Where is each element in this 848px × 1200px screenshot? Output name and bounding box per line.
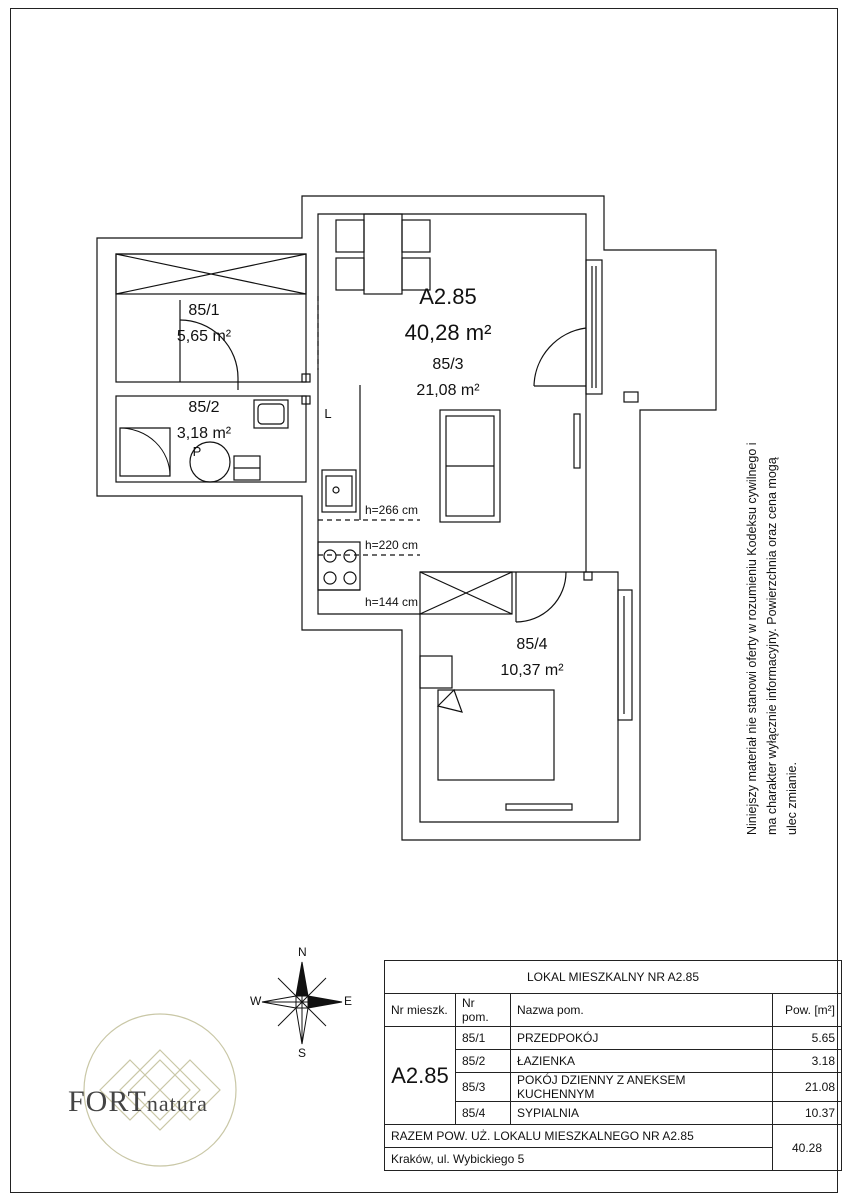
window <box>586 260 602 394</box>
bed <box>438 690 554 780</box>
unit-no-cell: A2.85 <box>385 1027 456 1125</box>
header-room-name: Nazwa pom. <box>511 994 773 1027</box>
address: Kraków, ul. Wybickiego 5 <box>385 1148 773 1171</box>
chair <box>336 258 364 290</box>
toilet-label: P <box>192 444 202 459</box>
room-area: 10,37 m² <box>500 662 564 679</box>
unit-area: 40,28 m² <box>404 320 492 345</box>
table-title: LOKAL MIESZKALNY NR A2.85 <box>385 961 842 994</box>
logo <box>68 1085 208 1119</box>
compass-rose <box>262 962 342 1044</box>
room-code: 85/1 <box>188 302 220 319</box>
disclaimer-text: Niniejszy materiał nie stanowi oferty w rozumieniu Kodeksu cywilnego i ma charakter wyłącznie informacyjny. Powierzchnia oraz cena mogą ulec zmianie. <box>745 442 799 835</box>
room-area: 21,08 m² <box>416 382 480 399</box>
room-name-cell: ŁAZIENKA <box>511 1050 773 1073</box>
compass-south: S <box>298 1046 307 1060</box>
height-label: h=220 cm <box>365 538 419 552</box>
room-area: 5,65 m² <box>176 328 232 345</box>
unit-code: A2.85 <box>419 284 477 309</box>
area-cell: 3.18 <box>773 1050 842 1073</box>
logo-fort: FORT <box>68 1085 147 1118</box>
dining-table <box>364 214 402 294</box>
room-name-cell: POKÓJ DZIENNY Z ANEKSEM KUCHENNYM <box>511 1073 773 1102</box>
room-no-cell: 85/4 <box>456 1102 511 1125</box>
shower-tray <box>120 428 170 476</box>
table-row <box>385 1027 842 1050</box>
room-schedule-table <box>384 960 842 1171</box>
room-no-cell: 85/1 <box>456 1027 511 1050</box>
total-label: RAZEM POW. UŻ. LOKALU MIESZKALNEGO NR A2.85 <box>385 1125 773 1148</box>
chair <box>336 220 364 252</box>
compass-west: W <box>250 994 262 1008</box>
total-value: 40.28 <box>773 1125 842 1171</box>
room-name-cell: SYPIALNIA <box>511 1102 773 1125</box>
room-code: 85/2 <box>188 399 220 416</box>
room-no-cell: 85/2 <box>456 1050 511 1073</box>
height-label: h=144 cm <box>365 595 419 609</box>
header-unit-no: Nr mieszk. <box>385 994 456 1027</box>
room-name-cell: PRZEDPOKÓJ <box>511 1027 773 1050</box>
outer-wall <box>97 196 716 840</box>
room-code: 85/4 <box>516 636 548 653</box>
chair <box>402 220 430 252</box>
kitchen-label: L <box>324 406 332 421</box>
compass-east: E <box>344 994 353 1008</box>
area-cell: 5.65 <box>773 1027 842 1050</box>
bedroom-window <box>618 590 632 720</box>
height-label: h=266 cm <box>365 503 419 517</box>
room-code: 85/3 <box>432 356 464 373</box>
compass-north: N <box>298 945 307 959</box>
area-cell: 10.37 <box>773 1102 842 1125</box>
room-area: 3,18 m² <box>176 425 232 442</box>
logo-natura: natura <box>146 1091 208 1116</box>
header-room-no: Nr pom. <box>456 994 511 1027</box>
area-cell: 21.08 <box>773 1073 842 1102</box>
header-area: Pow. [m²] <box>773 994 842 1027</box>
room-no-cell: 85/3 <box>456 1073 511 1102</box>
